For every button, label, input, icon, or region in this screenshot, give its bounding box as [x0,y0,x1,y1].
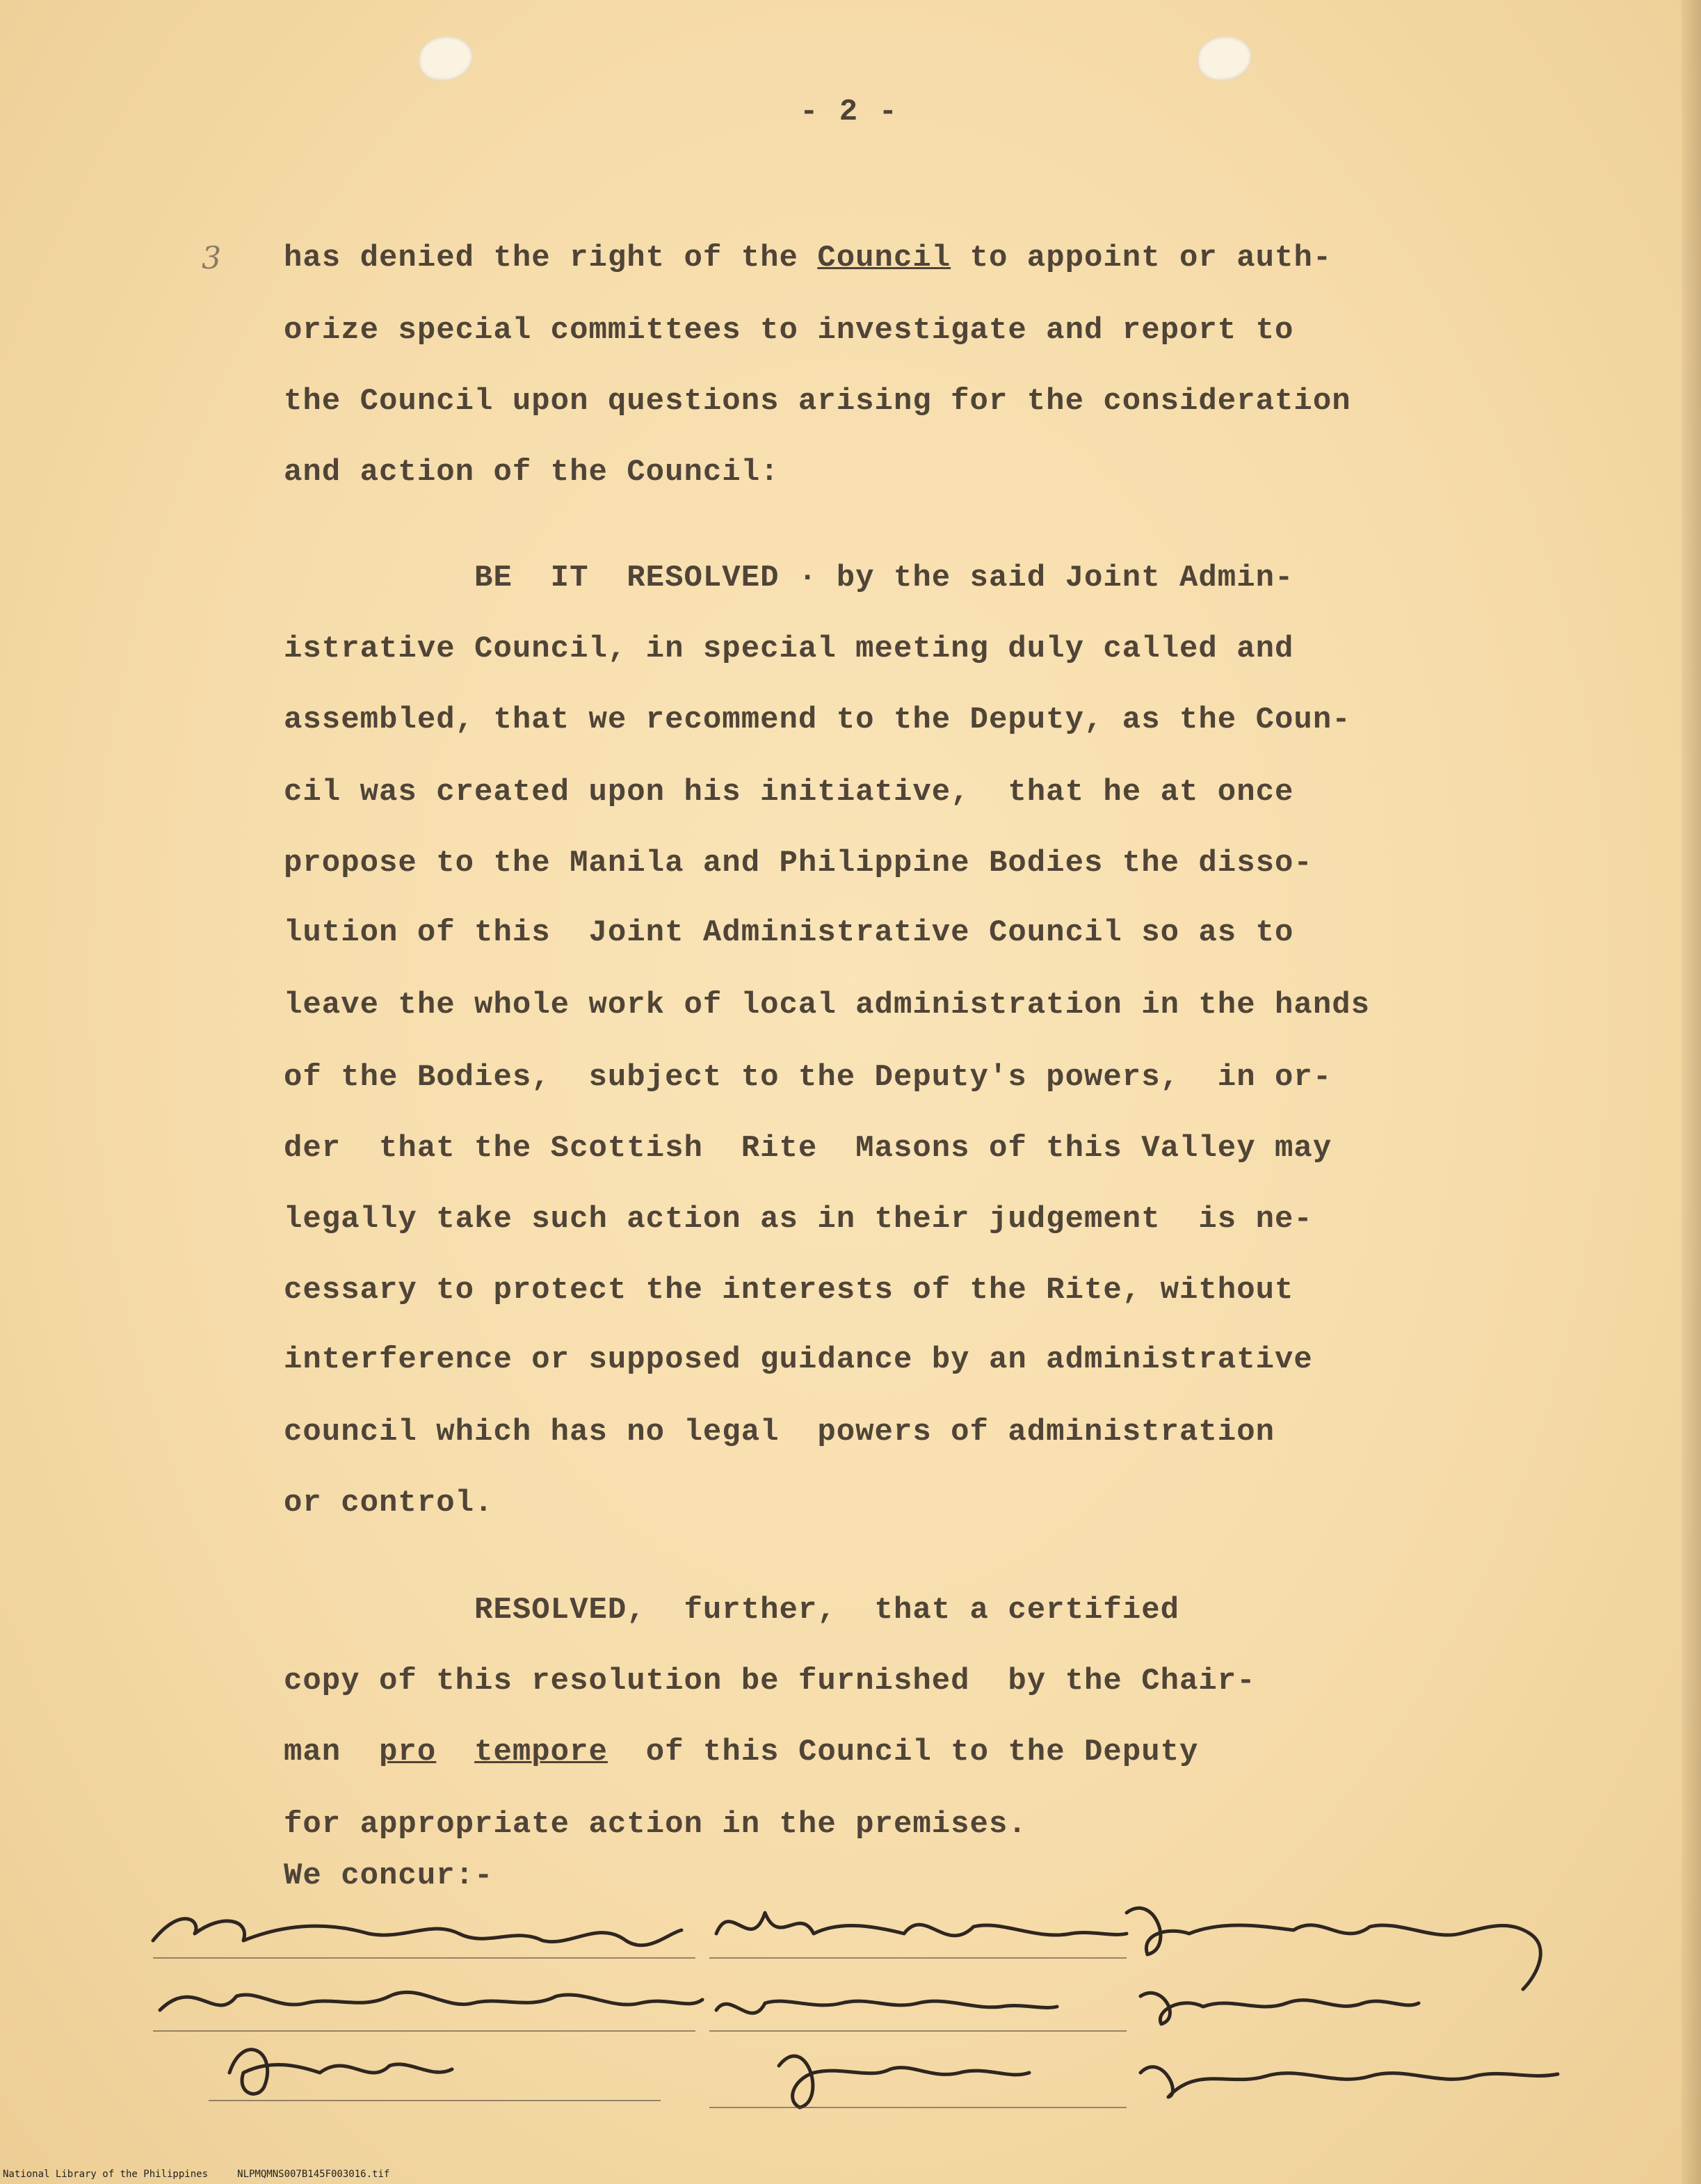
paragraph-2-line-13: council which has no legal powers of administration [284,1415,1275,1450]
paragraph-2-line-11: cessary to protect the interests of the Rite, without [284,1273,1294,1308]
page-number: - 2 - [800,95,899,129]
signature-howe [779,2056,1029,2107]
underlined-word-council: Council [817,241,951,275]
paragraph-2-line-12: interference or supposed guidance by an administrative [284,1342,1313,1377]
paragraph-3-line-2: copy of this resolution be furnished by the Chair- [284,1664,1256,1699]
paragraph-2-line-3: assembled, that we recommend to the Deputy, as the Coun- [284,702,1351,737]
signature-block [139,1892,1669,2121]
paragraph-2-line-9: der that the Scottish Rite Masons of this Valley may [284,1131,1332,1166]
paragraph-1-line-3: the Council upon questions arising for the consideration [284,384,1351,419]
concur-label: We concur:- [284,1858,494,1893]
paragraph-2-line-1: BE IT RESOLVED · by the said Joint Admin- [284,561,1294,595]
paragraph-2-line-5: propose to the Manila and Philippine Bodies the disso- [284,846,1313,881]
signature-springer [153,1919,682,1945]
paragraph-3-line-3 [284,1735,1198,1769]
punch-hole-right [1198,36,1252,81]
paragraph-2-line-14: or control. [284,1486,494,1520]
paragraph-2-line-10: legally take such action as in their judgement is ne- [284,1202,1313,1237]
paragraph-2-line-7: leave the whole work of local administration in the hands [284,988,1371,1022]
underlined-word-pro: pro [379,1735,437,1769]
page-edge-shadow [1682,0,1701,2184]
signature-vera [716,2001,1057,2013]
paragraph-3-line-4: for appropriate action in the premises. [284,1807,1027,1842]
margin-annotation: 3 [202,241,221,276]
signature-hansen [229,2050,452,2094]
signature-chesterfield [160,1992,702,2010]
signature-harrison [1140,2067,1558,2097]
text-span: of this Council to the Deputy [607,1735,1199,1769]
paragraph-2-line-6: lution of this Joint Administrative Council so as to [284,915,1294,950]
paragraph-2-line-2: istrative Council, in special meeting duly called and [284,632,1294,666]
archive-footer: National Library of the Philippines NLPMQMNS007B145F003016.tif [3,2169,390,2180]
text-span [436,1735,474,1769]
signature-harvey [1127,1908,1540,1989]
signature-mayo [1140,1993,1419,2024]
paragraph-1-line-2: orize special committees to investigate and report to [284,313,1294,348]
underlined-word-tempore: tempore [474,1735,608,1769]
punch-hole-left [419,36,473,81]
text-span: man [284,1735,380,1769]
text-span: to appoint or auth- [951,241,1332,275]
paragraph-1-line-1 [284,241,1332,275]
paragraph-2-line-4: cil was created upon his initiative, that he at once [284,775,1294,810]
paragraph-2-line-8: of the Bodies, subject to the Deputy's powers, in or- [284,1060,1332,1095]
paragraph-3-line-1: RESOLVED, further, that a certified [284,1593,1180,1628]
signature-chapman [716,1913,1127,1936]
text-span: has denied the right of the [284,241,818,275]
paragraph-1-line-4: and action of the Council: [284,455,780,490]
